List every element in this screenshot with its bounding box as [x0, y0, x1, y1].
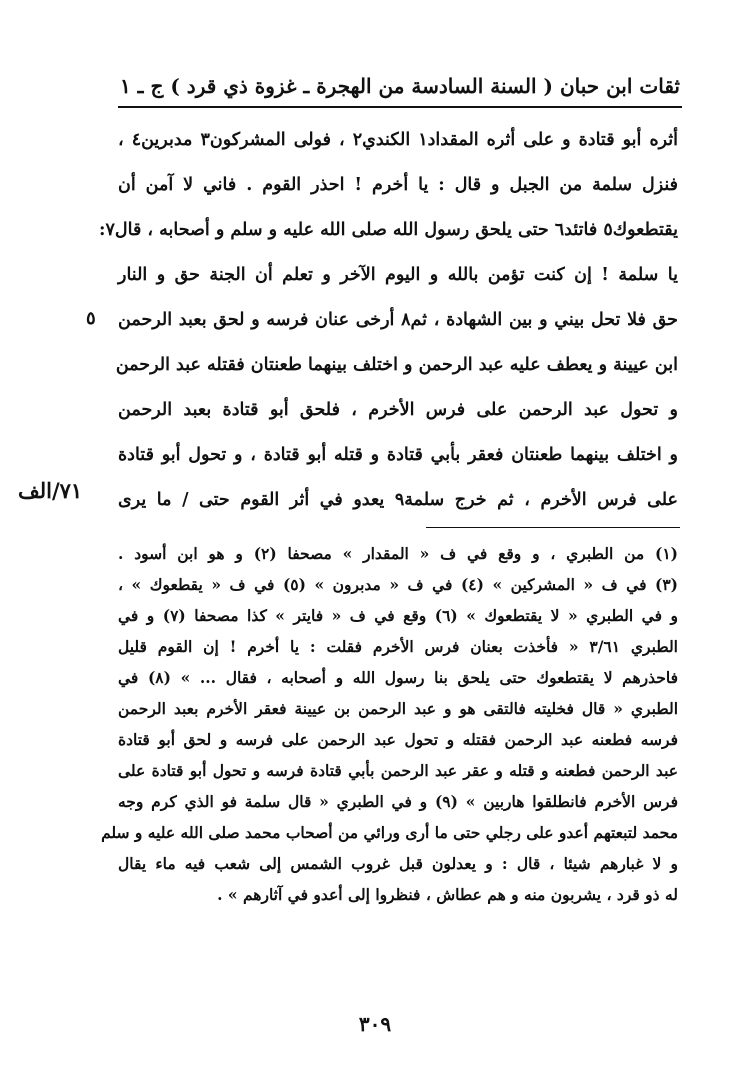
footnote-line: فرسه فطعنه عبد الرحمن فقتله و تحول عبد الرحمن على فرسه و لحق أبو قتادة: [118, 730, 678, 749]
footnote-line: فرس الأخرم فانطلقوا هاربين » (٩) و في الطبري « قال سلمة فو الذي كرم وجه: [118, 792, 678, 811]
main-text-line: أثره أبو قتادة و على أثره المقداد١ الكندي٢ ، فولى المشركون٣ مدبرين٤ ،: [118, 130, 678, 150]
main-text-line: حق فلا تحل بيني و بين الشهادة ، ثم٨ أرخى عنان فرسه و لحق بعبد الرحمن: [118, 310, 679, 330]
footnote-line: محمد لتبعتهم أعدو على رجلي حتى ما أرى ورائي من أصحاب محمد صلى الله عليه و سلم: [101, 823, 678, 842]
footnote-line: و لا غبارهم شيئا ، قال : و يعدلون قبل غروب الشمس إلى شعب فيه ماء يقال: [118, 854, 678, 873]
main-text-line: يقتطعوك٥ فاتئد٦ حتى يلحق رسول الله صلى الله عليه و سلم و أصحابه ، قال٧:: [99, 220, 678, 240]
footnote-line: (٣) في ف « المشركين » (٤) في ف « مدبرون » (٥) في ف « يقطعوك » ،: [118, 575, 678, 594]
main-text-line: و تحول عبد الرحمن على فرس الأخرم ، فلحق أبو قتادة بعبد الرحمن: [118, 400, 678, 420]
main-text-line: ابن عيينة و يعطف عليه عبد الرحمن و اختلف بينهما طعنتان فقتله عبد الرحمن: [115, 355, 678, 375]
main-text-line: و اختلف بينهما طعنتان فعقر بأبي قتادة و قتله أبو قتادة ، و تحول أبو قتادة: [118, 445, 678, 465]
main-text-line: يا سلمة ! إن كنت تؤمن بالله و اليوم الآخر و تعلم أن الجنة حق و النار: [118, 265, 678, 285]
main-text-line: على فرس الأخرم ، ثم خرج سلمة٩ يعدو في أثر القوم حتى / ما يرى: [118, 490, 678, 510]
main-text-line: فنزل سلمة من الجبل و قال : يا أخرم ! احذر القوم . فاني لا آمن أن: [118, 175, 678, 195]
footnote-rule: [426, 527, 680, 528]
footnote-line: فاحذرهم لا يقتطعوك حتى يلحق بنا رسول الله و أصحابه ، فقال ... » (٨) في: [118, 668, 678, 687]
footnote-line: له ذو قرد ، يشربون منه و هم عطاش ، فنظروا إلى أعدو في آثارهم » .: [217, 885, 678, 904]
footnotes: [101, 538, 678, 910]
page-number: ٣٠٩: [358, 1012, 392, 1036]
main-text: [99, 118, 679, 523]
footnote-line: و في الطبري « لا يقتطعوك » (٦) وقع في ف « فايتر » كذا مصحفا (٧) و في: [118, 606, 678, 625]
footnote-line: الطبري « قال فخليته فالتقى هو و عبد الرحمن بن عيينة فعقر الأخرم بعبد الرحمن: [118, 699, 678, 718]
header-rule: [118, 106, 682, 108]
line-number: ٥: [86, 308, 96, 329]
footnote-line: عبد الرحمن فطعنه و قتله و عقر عبد الرحمن بأبي قتادة فرسه و تحول أبو قتادة على: [118, 761, 678, 780]
running-header: ثقات ابن حبان ( السنة السادسة من الهجرة ـ غزوة ذي قرد ) ج ـ ١: [119, 74, 680, 98]
footnote-line: (١) من الطبري ، و وقع في ف « المقدار » مصحفا (٢) و هو ابن أسود .: [118, 544, 678, 563]
folio-mark: ٧١/الف: [18, 478, 83, 503]
footnote-line: الطبري ٣/٦١ « فأخذت بعنان فرس الأخرم فقلت : يا أخرم ! إن القوم قليل: [118, 637, 678, 656]
